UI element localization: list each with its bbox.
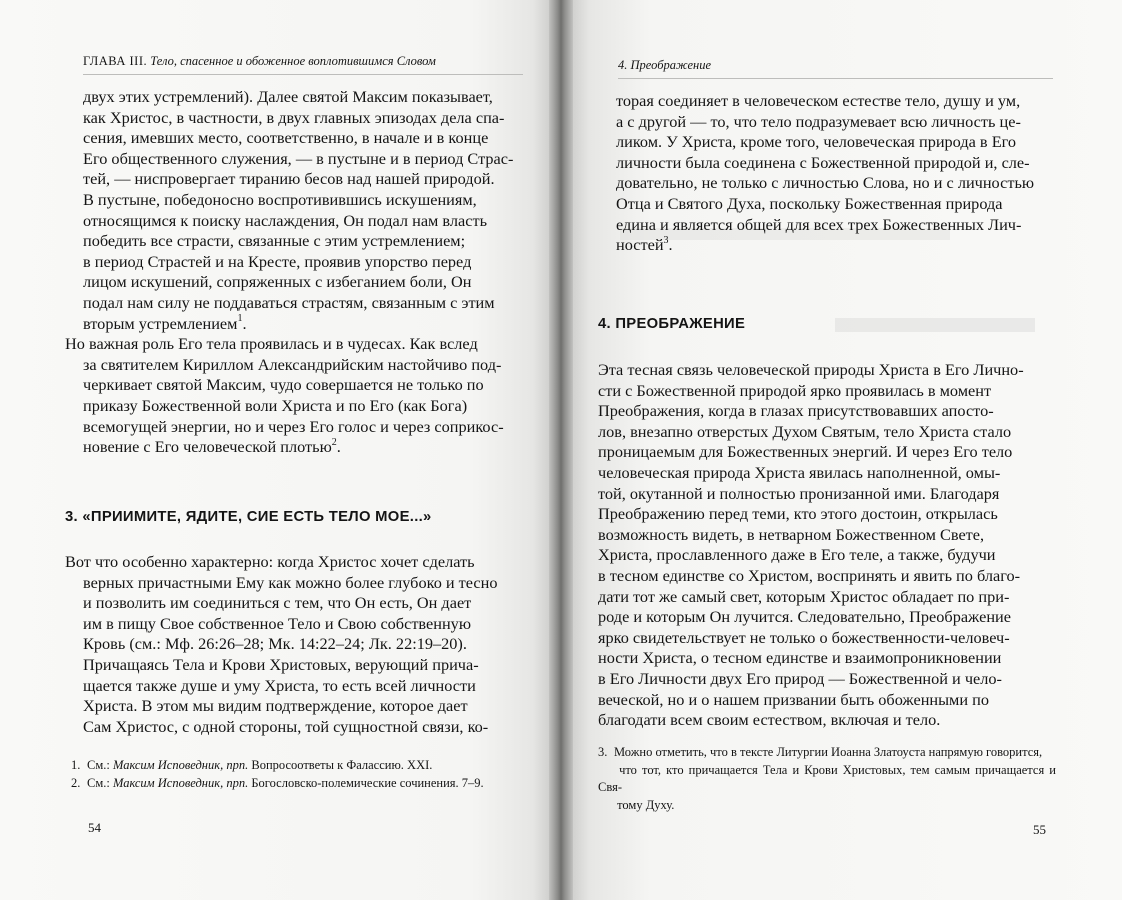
text-line: Причащаясь Тела и Крови Христовых, верующий прича- [83,654,479,674]
show-through-artifact [835,318,1035,332]
text-line: победить все страсти, связанные с этим устремлением; [83,231,466,251]
footnote-ref-2[interactable]: 2 [331,436,337,448]
chapter-label: ГЛАВА III. [83,54,148,68]
text-line: верных причастными Ему как можно более глубоко и тесно [83,572,498,592]
text-line: за святителем Кириллом Александрийским настойчиво под- [83,354,502,374]
text-line: благодати всем своим естеством, включая и тело. [598,710,941,730]
text-line: в тесном единстве со Христом, воспринять и явить по благо- [598,565,1021,585]
text-line: всемогущей энергии, но и через Его голос и через соприкос- [83,416,504,436]
left-body-text [65,87,525,458]
text-punct: . [242,313,247,333]
left-footnotes [71,757,521,792]
text-line: личности была соединена с Божественной природой и, сле- [616,152,1030,172]
footnote-text: Вопросоответы к Фалассию. XXI. [248,758,433,772]
section-3-body [65,552,525,737]
section-heading-4: 4. ПРЕОБРАЖЕНИЕ [598,316,746,332]
footnote-text: См.: [87,758,113,772]
page-number-right: 55 [1033,822,1046,837]
text-line: ностей [616,235,664,255]
footnote-text: Можно отметить, что в тексте Литургии Иоанна Златоуста напрямую говорится, [614,745,1043,759]
text-line: веческой, но и о нашем призвании быть обоженными по [598,689,989,709]
text-line: им в пищу Свое собственное Тело и Свою собственную [83,613,471,633]
footnote-author: Максим Исповедник, прп. [112,775,249,790]
text-line: в Его Личности двух Его природ — Божественной и чело- [598,668,1002,688]
paragraph [65,334,525,458]
footnote-number: 3. [598,745,608,759]
footnote-number: 1. [71,758,81,772]
text-line: сти с Божественной природой ярко проявилась в момент [598,380,992,400]
footnote-author: Максим Исповедник, прп. [112,758,249,772]
text-line: Сам Христос, с одной стороны, той сущностной связи, ко- [83,716,489,736]
text-line: проницаемым для Божественных энергий. И через Его тело [598,442,1013,462]
right-body-text [598,91,1056,256]
text-line: Отца и Святого Духа, поскольку Божественная природа [616,193,1003,213]
text-punct: . [336,437,341,457]
text-line: Вот что особенно характерно: когда Христос хочет сделать [65,552,475,571]
paragraph [65,552,525,737]
footnote-text: тому Духу. [617,797,675,812]
footnote-text: Богословско-полемические сочинения. 7–9. [248,775,484,790]
text-line: Преображения, когда в глазах присутствовавших апосто- [598,401,994,421]
text-line: Его общественного служения, — в пустыне и в период Страс- [83,148,514,168]
text-line: В пустыне, победоносно воспротивившись искушениям, [83,189,477,209]
text-line: двух этих устремлений). Далее святой Максим показывает, [83,87,493,106]
chapter-title: Тело, спасенное и обоженное воплотившимся Словом [150,54,436,68]
page-number-left: 54 [88,820,101,835]
text-line: ности Христа, о тесном единстве и взаимопроникновении [598,648,1002,668]
footnote-3 [598,744,1056,814]
text-line: человеческая природа Христа явилась наполненной, омы- [598,462,1001,482]
text-line: довательно, не только с личностью Слова, но и с личностью [616,173,1035,193]
text-line: той, окутанной и полностью пронизанной ими. Благодаря [598,483,1000,503]
footnote-ref-3[interactable]: 3 [663,234,669,246]
paragraph-continued [598,91,1056,256]
paragraph-continued [65,87,525,334]
text-line: тей, — ниспровергает тиранию бесов над нашей природой. [83,169,495,189]
text-line: ликом. У Христа, кроме того, человеческая природа в Его [616,132,1017,152]
text-line: лицом искушений, сопряженных с избеганием боли, Он [83,272,472,292]
text-punct: . [668,235,673,255]
text-line: Христа. В этом мы видим подтверждение, которое дает [83,696,468,716]
footnote-text: См.: [87,775,113,790]
text-line: сения, имевших место, соответственно, в начале и в конце [83,128,489,148]
text-line: новение с Его человеческой плотью [83,437,332,457]
text-line: и позволить им соединиться с тем, что Он есть, Он дает [83,593,472,613]
text-line: ярко свидетельствует не только о божественности-человеч- [598,627,1010,647]
footnote-text: что тот, кто причащается Тела и Крови Христовых, тем самым причащается и Свя- [598,762,1056,794]
text-line: вторым устремлением [83,313,238,333]
text-line: как Христос, в частности, в двух главных эпизодах дела спа- [83,107,505,127]
text-line: торая соединяет в человеческом естестве тело, душу и ум, [616,91,1021,110]
text-line: черкивает святой Максим, чудо совершается не только по [83,375,484,395]
header-rule [618,78,1053,79]
book-gutter [549,0,573,900]
text-line: Кровь (см.: Мф. 26:26–28; Мк. 14:22–24; Лк. 22:19–20). [83,634,467,654]
text-line: Христа, прославленного даже в Его теле, а также, будучи [598,545,996,565]
text-line: относящимся к поиску наслаждения, Он подал нам власть [83,210,488,230]
footnote-2 [71,775,521,793]
text-line: дати тот же самый свет, которым Христос обладает по при- [598,586,1010,606]
paragraph [598,360,1056,731]
footnote-ref-1[interactable]: 1 [237,313,243,325]
section-4-body [598,360,1056,731]
text-line: приказу Божественной воли Христа и по Его (как Бога) [83,395,468,415]
left-running-head [83,54,436,69]
text-line: едина и является общей для всех трех Божественных Лич- [616,214,1022,234]
footnote-1 [71,757,521,775]
section-heading-3: 3. «ПРИИМИТЕ, ЯДИТЕ, СИЕ ЕСТЬ ТЕЛО МОЕ...» [65,509,432,525]
right-footnotes [598,744,1056,814]
text-line: возможность видеть, в нетварном Божественном Свете, [598,524,985,544]
text-line: щается также душе и уму Христа, то есть всей личности [83,675,476,695]
footnote-number: 2. [71,775,81,790]
right-running-head: 4. Преображение [618,58,712,72]
text-line: Эта тесная связь человеческой природы Христа в Его Лично- [598,360,1024,379]
text-line: Преображению перед теми, кто этого достоин, открылась [598,504,998,524]
text-line: Но важная роль Его тела проявилась и в чудесах. Как вслед [65,334,478,354]
text-line: лов, внезапно отверстых Духом Святым, тело Христа стало [598,421,1012,441]
text-line: а с другой — то, что тело подразумевает всю личность це- [616,111,1021,131]
header-rule [83,74,523,75]
text-line: в период Страстей и на Кресте, проявив упорство перед [83,251,472,271]
text-line: роде и которым Он лучится. Следовательно, Преображение [598,607,1011,627]
text-line: подал нам силу не поддаваться страстям, связанным с этим [83,292,495,312]
